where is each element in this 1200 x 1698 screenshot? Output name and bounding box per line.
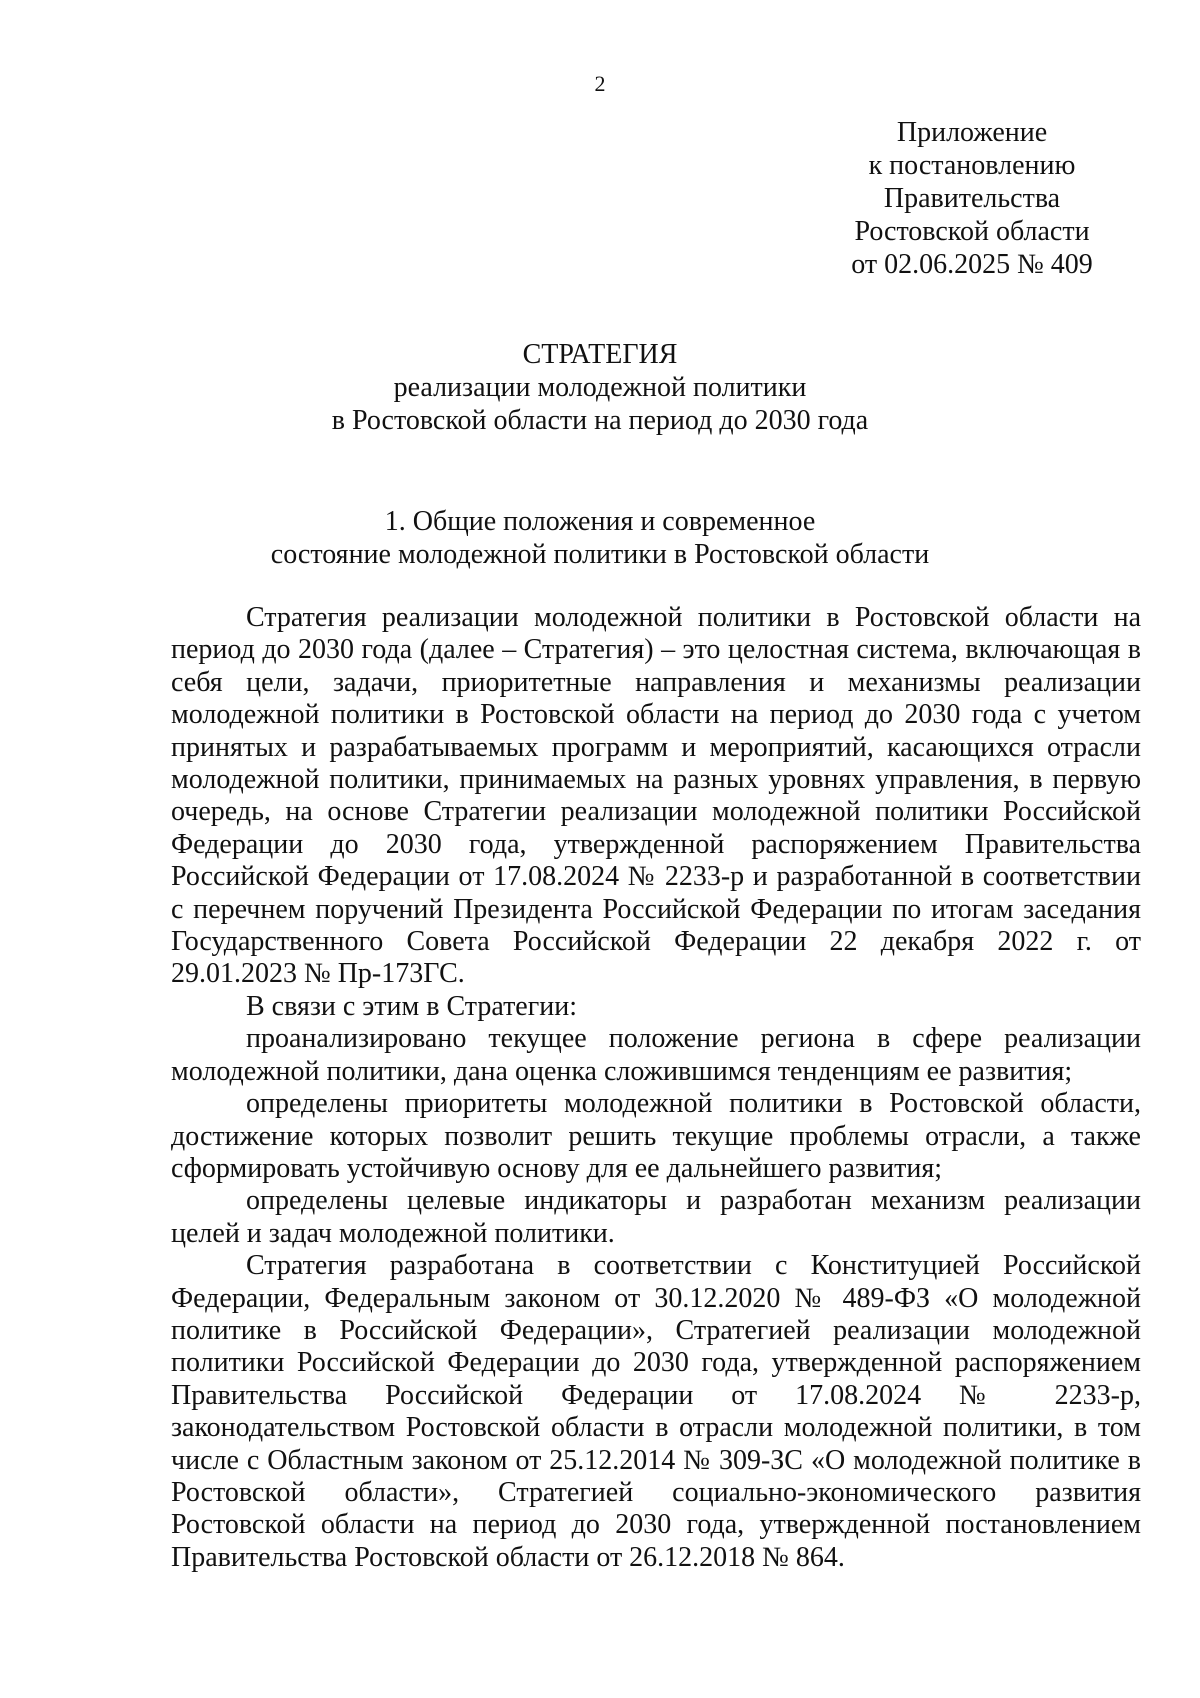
document-title (0, 338, 1200, 437)
page-number: 2 (594, 71, 606, 96)
appendix-block (842, 116, 1102, 281)
appendix-line: Приложение (896, 117, 1048, 148)
section-heading-line: 1. Общие положения и современное (384, 506, 816, 537)
appendix-line: к постановлению (868, 150, 1076, 181)
paragraph: проанализировано текущее положение региона в сфере реализации молодежной политики, дана оценка сложившимся тенденциям ее развития; (171, 1023, 1141, 1087)
paragraph: В связи с этим в Стратегии: (246, 990, 577, 1022)
appendix-line: Ростовской области (854, 216, 1090, 247)
title-subline: реализации молодежной политики (393, 372, 807, 403)
title-heading: СТРАТЕГИЯ (522, 339, 678, 370)
paragraph: определены целевые индикаторы и разработан механизм реализации целей и задач молодежной политики. (171, 1185, 1141, 1249)
section-heading-line: состояние молодежной политики в Ростовской области (270, 539, 930, 570)
paragraph: Стратегия разработана в соответствии с Конституцией Российской Федерации, Федеральным законом от 30.12.2020 № 489-ФЗ «О молодежной политике в Российской Федерации», Стратегией реализации молодежной политики Российской Федерации до 2030 года, утвержденной распоряжением Правительства Российской Федерации от 17.08.2024 № 2233-р, законодательством Ростовской области в отрасли молодежной политики, в том числе с Областным законом от 25.12.2014 № 309-ЗС «О молодежной политике в Ростовской области», Стратегией социально-экономического развития Ростовской области на период до 2030 года, утвержденной постановлением Правительства Ростовской области от 26.12.2018 № 864. (171, 1250, 1141, 1573)
title-subline: в Ростовской области на период до 2030 года (331, 405, 869, 436)
appendix-line: Правительства (883, 183, 1061, 214)
appendix-line: от 02.06.2025 № 409 (851, 249, 1093, 280)
section-heading (0, 505, 1200, 571)
paragraph: определены приоритеты молодежной политики в Ростовской области, достижение которых позволит решить текущие проблемы отрасли, а также сформировать устойчивую основу для ее дальнейшего развития; (171, 1088, 1141, 1184)
paragraph: Стратегия реализации молодежной политики в Ростовской области на период до 2030 года (далее – Стратегия) – это целостная система, включающая в себя цели, задачи, приоритетные направления и механизмы реализации молодежной политики в Ростовской области на период до 2030 года с учетом принятых и разрабатываемых программ и мероприятий, касающихся отрасли молодежной политики, принимаемых на разных уровнях управления, в первую очередь, на основе Стратегии реализации молодежной политики Российской Федерации до 2030 года, утвержденной распоряжением Правительства Российской Федерации от 17.08.2024 № 2233-р и разработанной в соответствии с перечнем поручений Президента Российской Федерации по итогам заседания Государственного Совета Российской Федерации 22 декабря 2022 г. от 29.01.2023 № Пр-173ГС. (171, 602, 1141, 990)
body-text (171, 602, 1141, 1574)
